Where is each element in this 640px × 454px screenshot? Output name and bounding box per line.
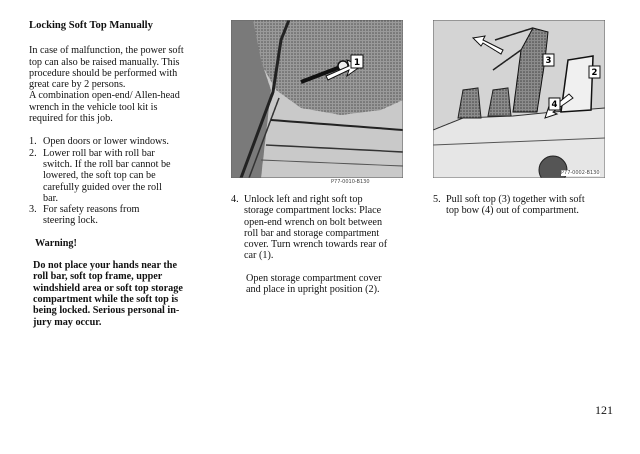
step-number: 3. xyxy=(29,204,37,216)
figure-compartment-lock xyxy=(231,20,403,185)
steps-list xyxy=(29,136,204,226)
intro-line: In case of malfunction, the power soft xyxy=(29,45,184,57)
compartment-lock-illustration xyxy=(231,20,403,178)
step-2 xyxy=(29,148,204,204)
callout-4: 4 xyxy=(551,100,558,110)
callout-2: 2 xyxy=(591,68,598,78)
page-number: 121 xyxy=(595,403,613,417)
step-3 xyxy=(29,204,204,227)
step-4 xyxy=(231,194,403,262)
warning-line: roll bar, soft top frame, upper xyxy=(33,271,163,283)
intro-paragraph xyxy=(29,45,204,124)
step-number: 2. xyxy=(29,147,37,159)
middle-column xyxy=(231,194,403,295)
step-line: top bow (4) out of compartment. xyxy=(446,205,579,217)
intro-line: procedure should be performed with xyxy=(29,67,178,79)
callout-3: 3 xyxy=(545,56,552,66)
step-5 xyxy=(433,194,613,217)
step-line: Unlock left and right soft top xyxy=(244,194,363,205)
step-line: bar. xyxy=(43,192,58,204)
soft-top-removal-illustration xyxy=(433,20,605,178)
intro-line: required for this job. xyxy=(29,113,113,125)
step-line: switch. If the roll bar cannot be xyxy=(43,158,171,170)
section-heading: Locking Soft Top Manually xyxy=(29,20,153,31)
step-line: lowered, the soft top can be xyxy=(43,170,156,182)
step-line: roll bar and storage compartment xyxy=(244,227,380,239)
step-text xyxy=(43,148,171,204)
step-1 xyxy=(29,136,204,147)
intro-line: great care by 2 persons. xyxy=(29,79,126,91)
step-line: carefully guided over the roll xyxy=(43,181,162,193)
figure-code: P77-0002-B130 xyxy=(561,170,600,176)
intro-line: A combination open-end/ Allen-head xyxy=(29,90,180,102)
step-line: and place in upright position (2). xyxy=(246,284,380,296)
step-line: steering lock. xyxy=(43,215,98,227)
warning-line: Do not place your hands near the xyxy=(33,260,177,272)
warning-text xyxy=(33,260,204,328)
step-line: Pull soft top (3) together with soft xyxy=(446,194,585,205)
callout-1: 1 xyxy=(353,58,361,68)
left-column xyxy=(29,20,204,328)
step-text xyxy=(43,136,169,147)
warning-title: Warning! xyxy=(35,237,77,249)
warning-line: jury may occur. xyxy=(33,316,102,328)
step-number: 5. xyxy=(433,194,441,205)
step-line: open-end wrench on bolt between xyxy=(244,216,383,228)
step-line: car (1). xyxy=(244,250,274,262)
step-text xyxy=(244,194,387,262)
warning-line: compartment while the soft top is xyxy=(33,293,179,305)
intro-line: top can also be raised manually. This xyxy=(29,56,180,68)
step-line: Lower roll bar with roll bar xyxy=(43,147,155,159)
step-line: storage compartment locks: Place xyxy=(244,205,382,217)
step-4-continuation xyxy=(231,273,403,296)
step-number: 4. xyxy=(231,194,239,205)
warning-line: windshield area or soft top storage xyxy=(33,282,183,294)
figure-soft-top-removal xyxy=(433,20,605,178)
step-line: cover. Turn wrench towards rear of xyxy=(244,239,388,251)
step-line: Open storage compartment cover xyxy=(246,272,382,284)
right-column xyxy=(433,194,613,217)
warning-line: being locked. Serious personal in- xyxy=(33,305,180,317)
intro-line: wrench in the vehicle tool kit is xyxy=(29,101,158,113)
step-text xyxy=(446,194,585,217)
step-text xyxy=(43,204,139,227)
step-line: Open doors or lower windows. xyxy=(43,136,169,148)
step-number: 1. xyxy=(29,136,37,148)
step-line: For safety reasons from xyxy=(43,204,140,216)
figure-code: P77-0010-B130 xyxy=(331,179,370,185)
